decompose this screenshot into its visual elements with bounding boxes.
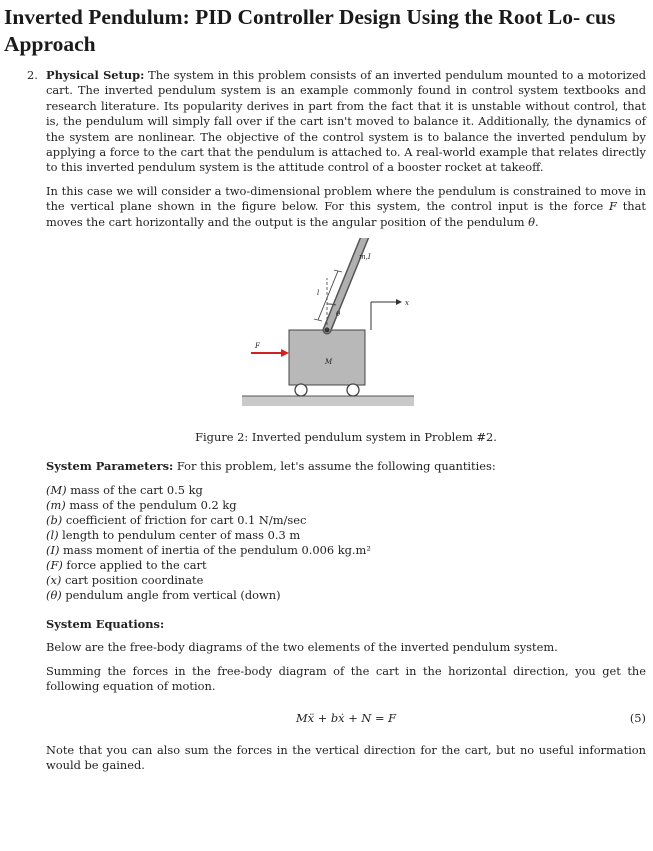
label-f: F: [255, 342, 260, 351]
equation-row: [46, 711, 646, 729]
figure-caption: Figure 2: Inverted pendulum system in Problem #2.: [195, 430, 497, 445]
item-number: 2.: [27, 68, 38, 82]
equation-5: Mẍ + bẋ + N = F: [295, 710, 397, 725]
physical-setup-text: The system in this problem consists of an inverted pendulum mounted to a motorized cart. The inverted pendulum system is an example commonly found in control system textbooks and research literature. Its popularity derives in part from the fact that it is unstable without control, that is, the pendulum will simply fall over if the cart isn't moved to balance it. Additionally, the dynamics of the system are nonlinear. The objective of the control system is to balance the inverted pendulum by applying a force to the cart that the pendulum is attached to. A real-world example that relates directly to this inverted pendulum system is the attitude control of a booster rocket at takeoff.: [46, 68, 647, 175]
list-item: [46, 543, 646, 558]
param-desc: force applied to the cart: [66, 557, 207, 572]
list-item: [46, 498, 646, 513]
physical-setup-paragraph: [46, 68, 646, 176]
intro-paragraph: [46, 184, 646, 230]
label-x: x: [405, 299, 409, 308]
page-title: Inverted Pendulum: PID Controller Design Using the Root Lo- cus Approach: [4, 5, 616, 56]
param-symbol: (b): [46, 512, 63, 527]
system-parameters-paragraph: [46, 459, 646, 474]
figure-drawing-wrap: [46, 238, 646, 418]
system-equations-heading: System Equations:: [46, 616, 165, 631]
param-desc: mass moment of inertia of the pendulum 0.006 kg.m²: [63, 542, 371, 557]
label-m-i: m,I: [359, 253, 371, 262]
param-symbol: (m): [46, 497, 66, 512]
param-desc: coefficient of friction for cart 0.1 N/m/sec: [65, 512, 307, 527]
intro-text-1: In this case we will consider a two-dimensional problem where the pendulum is constrained to move in the vertical plane shown in the figure below. For this system, the control input is the force: [46, 183, 646, 214]
left-wheel: [295, 384, 307, 396]
param-symbol: (l): [46, 527, 59, 542]
param-symbol: (I): [46, 542, 60, 557]
problem-body: [27, 68, 647, 781]
list-item: [46, 483, 646, 498]
intro-text-end: .: [535, 214, 539, 229]
list-item: [46, 588, 646, 603]
param-symbol: (θ): [46, 587, 62, 602]
equations-paragraph-2: Summing the forces in the free-body diagram of the cart in the horizontal direction, you get the following equation of motion.: [46, 663, 646, 694]
theta-symbol: θ: [528, 214, 536, 229]
param-symbol: (x): [46, 572, 62, 587]
list-item: [46, 573, 646, 588]
label-m-cart: M: [325, 358, 333, 367]
force-symbol: F: [609, 199, 617, 214]
param-symbol: (M): [46, 482, 67, 497]
equations-paragraph-1: Below are the free-body diagrams of the two elements of the inverted pendulum system.: [46, 640, 558, 655]
equations-paragraph-3: Note that you can also sum the forces in the vertical direction for the cart, but no useful information would be gained.: [46, 742, 646, 772]
label-l: l: [317, 289, 320, 298]
figure-2: [46, 238, 646, 445]
param-desc: mass of the cart 0.5 kg: [70, 482, 203, 497]
system-parameters-text: For this problem, let's assume the following quantities:: [176, 459, 496, 474]
list-item: [46, 558, 646, 573]
param-desc: cart position coordinate: [64, 572, 204, 587]
force-arrow-head: [281, 349, 289, 357]
system-parameters-label: System Parameters:: [46, 459, 174, 474]
parameter-list: [46, 483, 646, 603]
label-theta: θ: [336, 310, 341, 319]
list-item: [46, 513, 646, 528]
list-item: [46, 528, 646, 543]
right-wheel: [347, 384, 359, 396]
intro-text-2: that moves the cart horizontally and the output is the angular position of the pendulum: [46, 199, 646, 229]
inverted-pendulum-diagram: [46, 238, 646, 418]
param-desc: mass of the pendulum 0.2 kg: [69, 497, 237, 512]
ground: [242, 396, 414, 406]
x-arrow-head: [396, 299, 402, 305]
physical-setup-label: Physical Setup:: [46, 68, 145, 82]
param-desc: length to pendulum center of mass 0.3 m: [62, 527, 301, 542]
equation-number: (5): [629, 710, 646, 725]
param-desc: pendulum angle from vertical (down): [65, 587, 281, 602]
param-symbol: (F): [46, 557, 63, 572]
